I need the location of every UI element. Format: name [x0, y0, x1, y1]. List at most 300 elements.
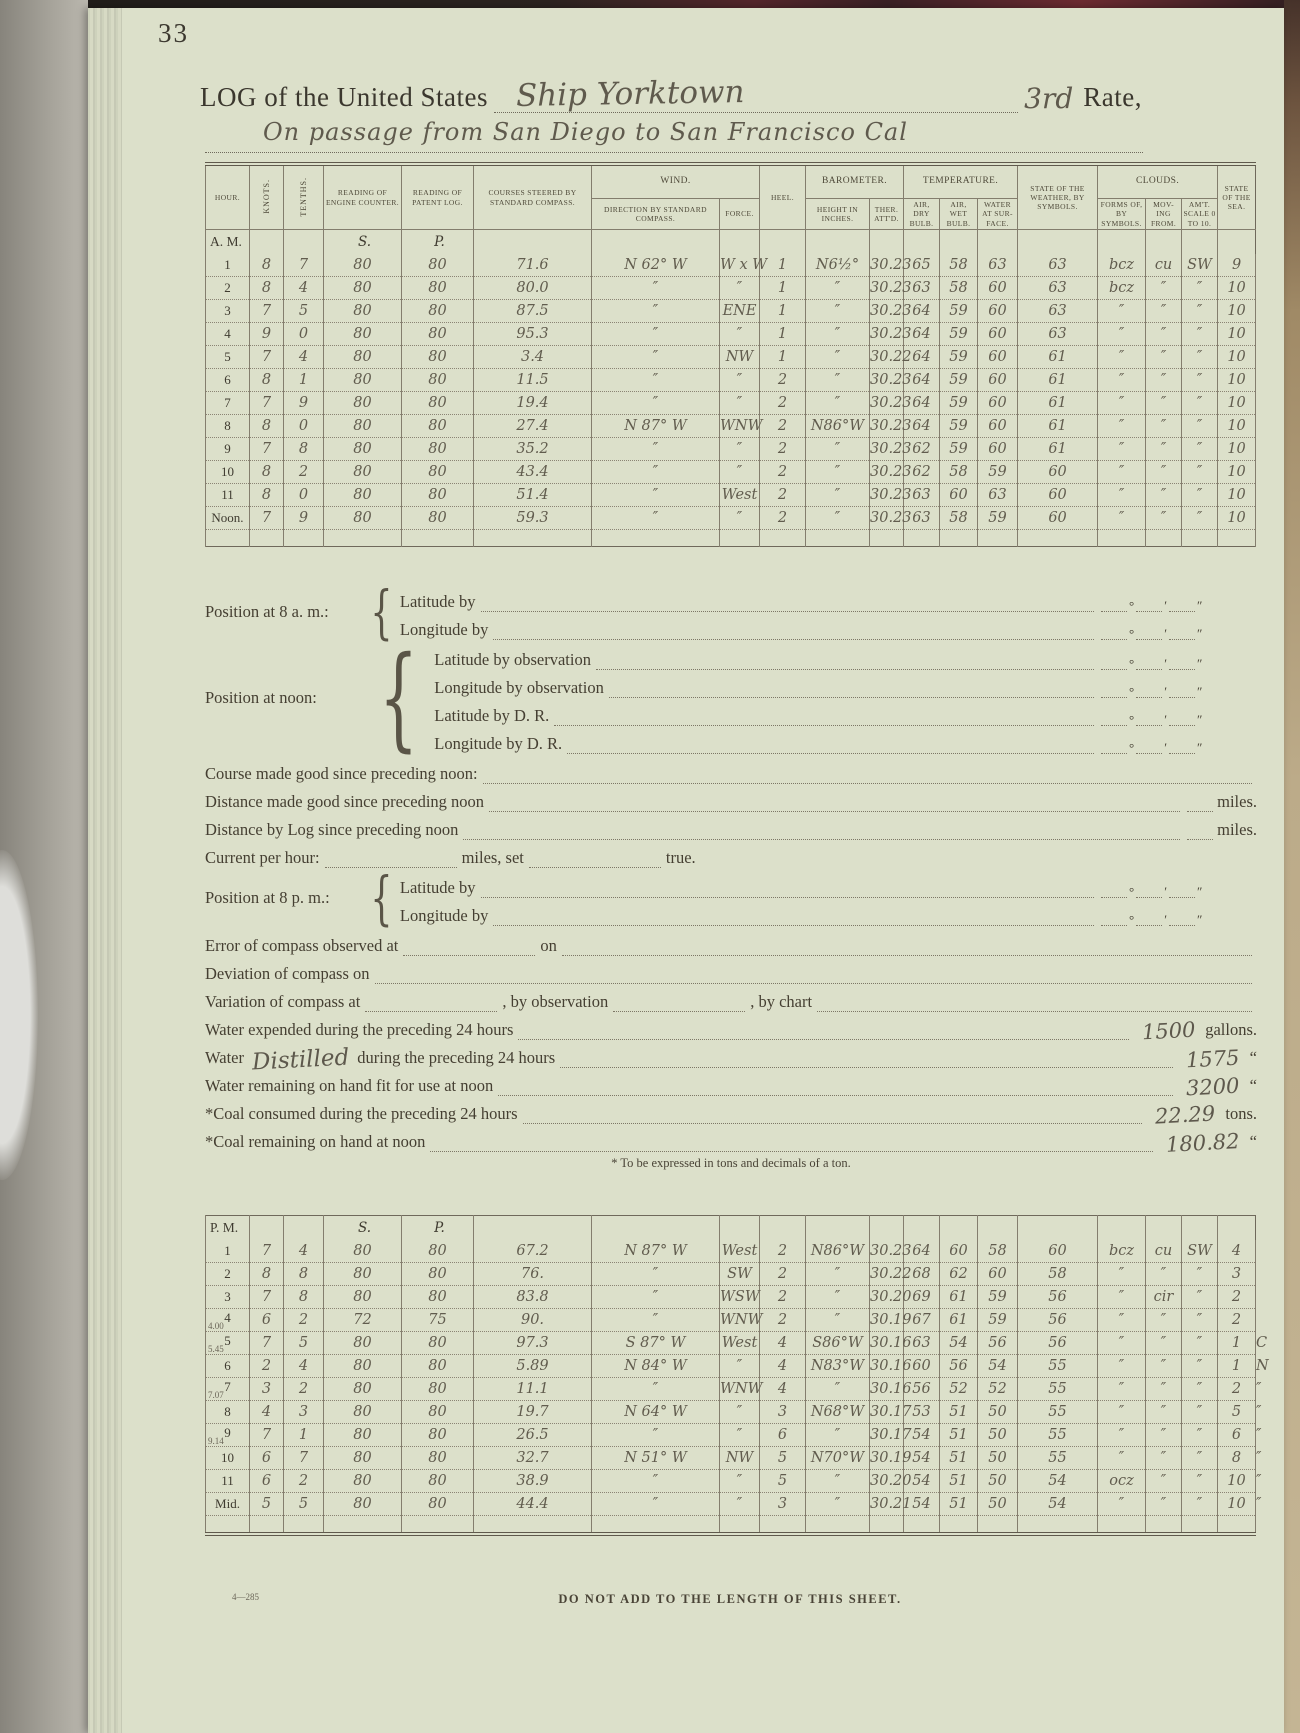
cell-dir: WNW	[720, 1378, 760, 1401]
min-symbol: ′	[1164, 884, 1168, 899]
cell-tenths: 9	[284, 507, 324, 530]
ditto-unit: “	[1249, 1076, 1257, 1095]
cell-log: 83.8	[474, 1286, 592, 1309]
cell-bar: 30.19	[870, 1447, 904, 1470]
cell-dry: 54	[940, 1332, 978, 1355]
cell-dir: NW	[720, 1447, 760, 1470]
log-row	[206, 323, 1256, 346]
sec-symbol: ″	[1197, 884, 1203, 899]
water-distilled-row	[205, 1040, 1257, 1076]
hour-label: 6	[224, 372, 231, 388]
cell-bar: 30.23	[870, 415, 904, 438]
cell-heel: ″	[806, 346, 870, 369]
cell-patent: 80	[402, 1378, 474, 1401]
col-heel: HEEL.	[760, 164, 806, 230]
cell-forms: ″	[1146, 484, 1182, 507]
deg-symbol: °	[1129, 684, 1135, 699]
cell-amt: 6	[1218, 1424, 1256, 1447]
cell-hour	[206, 1470, 250, 1493]
spacer-row	[206, 1516, 1256, 1535]
deg-min-sec	[1099, 884, 1257, 898]
cell-course: ″	[592, 1263, 720, 1286]
cell-bar: 30.16	[870, 1332, 904, 1355]
log-row	[206, 1470, 1256, 1493]
cell-mov: ″	[1182, 323, 1218, 346]
cell-dir: NW	[720, 346, 760, 369]
cell-force: 4	[760, 1332, 806, 1355]
cell-bar: 30.23	[870, 323, 904, 346]
dotted-leader	[613, 1005, 745, 1012]
min-symbol: ′	[1164, 656, 1168, 671]
cell-dry: 58	[940, 254, 978, 277]
hour-label: 8	[224, 418, 231, 434]
cell-bar: 30.23	[870, 438, 904, 461]
hour-label: 2	[224, 1266, 231, 1281]
spacer-cell	[1018, 1516, 1098, 1535]
hour-label: 5	[224, 349, 231, 365]
distance-made-good-row	[205, 784, 1257, 812]
position-8pm-group	[205, 863, 1257, 932]
deg-min-sec	[1099, 912, 1257, 926]
spacer-cell	[720, 1516, 760, 1535]
cell-mov: ″	[1182, 369, 1218, 392]
cell-heel: ″	[806, 1309, 870, 1332]
cell-engine: 80	[324, 1240, 402, 1263]
cell-wet: 50	[978, 1424, 1018, 1447]
dotted-leader	[1136, 605, 1162, 612]
dotted-leader	[1101, 719, 1127, 726]
cell-knots: 7	[250, 438, 284, 461]
cell-heel: ″	[806, 1378, 870, 1401]
position-noon-label: Position at noon:	[205, 688, 317, 707]
miles-unit: miles.	[1217, 820, 1257, 839]
cell-hour	[206, 1355, 250, 1378]
dotted-leader	[1169, 663, 1195, 670]
position-8pm-label: Position at 8 p. m.:	[205, 888, 330, 907]
cell-ther: 64	[904, 369, 940, 392]
cell-dir: W x W	[720, 254, 760, 277]
cell-patent: 80	[402, 369, 474, 392]
cell-bar: 30.23	[870, 1240, 904, 1263]
cell-heel: ″	[806, 323, 870, 346]
dotted-leader	[481, 605, 1094, 612]
lat-dr-label: Latitude by D. R.	[434, 706, 550, 725]
cell-course: ″	[592, 369, 720, 392]
cell-water: 56	[1018, 1286, 1098, 1309]
cell-water: 60	[1018, 484, 1098, 507]
cell-course: ″	[592, 438, 720, 461]
cell-patent: 80	[402, 323, 474, 346]
water-remaining-value: 3200	[1185, 1073, 1241, 1101]
cell-wet: 60	[978, 438, 1018, 461]
coal-consumed-label: *Coal consumed during the preceding 24 hours	[205, 1104, 518, 1123]
cell-patent: 80	[402, 1493, 474, 1516]
cell-engine: 80	[324, 438, 402, 461]
cell-heel: ″	[806, 1470, 870, 1493]
cell-dir: ENE	[720, 300, 760, 323]
cell-log: 80.0	[474, 277, 592, 300]
dotted-leader	[1101, 919, 1127, 926]
hour-label: Noon.	[211, 510, 244, 526]
cell-amt: 2	[1218, 1309, 1256, 1332]
cell-mov: ″	[1182, 1309, 1218, 1332]
col-cloud-moving: MOV- ING FROM.	[1146, 199, 1182, 230]
cell-bar: 30.23	[870, 392, 904, 415]
spacer-cell	[1098, 1516, 1146, 1535]
am-section-label: A. M.	[206, 230, 250, 255]
cell-engine: 80	[324, 1355, 402, 1378]
cell-knots: 7	[250, 392, 284, 415]
cell-hour	[206, 1286, 250, 1309]
cell-dry: 51	[940, 1493, 978, 1516]
cell-patent: 80	[402, 1240, 474, 1263]
cell-hour	[206, 1332, 250, 1355]
cell-tenths: 1	[284, 1424, 324, 1447]
cell-knots: 7	[250, 346, 284, 369]
distilled-handwritten: Distilled	[251, 1044, 350, 1076]
cell-hour	[206, 1309, 250, 1332]
cell-dry: 51	[940, 1447, 978, 1470]
hour-label: 4	[224, 326, 231, 342]
cell-log: 32.7	[474, 1447, 592, 1470]
log-row	[206, 415, 1256, 438]
cell-amt: 3	[1218, 1263, 1256, 1286]
cell-wet: 60	[978, 415, 1018, 438]
cell-log: 19.7	[474, 1401, 592, 1424]
spacer-cell	[284, 530, 324, 547]
cell-weather: ocz	[1098, 1470, 1146, 1493]
deg-symbol: °	[1129, 626, 1135, 641]
sec-symbol: ″	[1197, 684, 1203, 699]
passage-handwritten: On passage from San Diego to San Francisco Cal	[263, 118, 908, 146]
log-row	[206, 1332, 1256, 1355]
cell-hour	[206, 1424, 250, 1447]
log-row	[206, 392, 1256, 415]
current-per-hour-row	[205, 840, 1257, 868]
cell-amt: 10	[1218, 438, 1256, 461]
cell-course: ″	[592, 323, 720, 346]
cell-dry: 61	[940, 1286, 978, 1309]
cell-log: 67.2	[474, 1240, 592, 1263]
spacer-cell	[206, 530, 250, 547]
cell-weather: ″	[1098, 1286, 1146, 1309]
spacer-cell	[324, 1516, 402, 1535]
cell-weather: ″	[1098, 1378, 1146, 1401]
cell-heel: ″	[806, 484, 870, 507]
cell-dir: SW	[720, 1263, 760, 1286]
water-expended-label: Water expended during the preceding 24 hours	[205, 1020, 514, 1039]
hour-label: Mid.	[215, 1496, 240, 1511]
cell-dir: ″	[720, 369, 760, 392]
min-symbol: ′	[1164, 712, 1168, 727]
cell-forms: ″	[1146, 1424, 1182, 1447]
cell-heel: ″	[806, 369, 870, 392]
water-expended-row	[205, 1012, 1257, 1045]
cell-dry: 51	[940, 1470, 978, 1493]
cell-log: 11.1	[474, 1378, 592, 1401]
lon-dr-label: Longitude by D. R.	[434, 734, 563, 753]
cell-knots: 8	[250, 369, 284, 392]
cell-water: 63	[1018, 323, 1098, 346]
deg-min-sec	[1099, 684, 1257, 698]
spacer-cell	[978, 1516, 1018, 1535]
cell-engine: 80	[324, 1378, 402, 1401]
cell-hour	[206, 1240, 250, 1263]
log-row	[206, 507, 1256, 530]
cell-amt: 4	[1218, 1240, 1256, 1263]
cell-course: ″	[592, 392, 720, 415]
cell-force: 2	[760, 438, 806, 461]
noon-observations-form	[205, 577, 1257, 1171]
variation-compass-row	[205, 984, 1257, 1012]
cell-mov: ″	[1182, 1263, 1218, 1286]
cell-tenths: 4	[284, 277, 324, 300]
col-tenths: TENTHS.	[284, 164, 324, 230]
cell-wet: 56	[978, 1332, 1018, 1355]
cell-knots: 8	[250, 415, 284, 438]
cell-tenths: 4	[284, 1240, 324, 1263]
cell-bar: 30.17	[870, 1424, 904, 1447]
hour-label: 2	[224, 280, 231, 296]
cell-force: 2	[760, 1263, 806, 1286]
variation-label: Variation of compass at	[205, 992, 361, 1011]
error-compass-label: Error of compass observed at	[205, 936, 399, 955]
col-engine-counter: READING OF ENGINE COUNTER.	[324, 164, 402, 230]
lat-by-label: Latitude by	[399, 878, 476, 897]
cell-bar: 30.23	[870, 369, 904, 392]
cell-ther: 64	[904, 415, 940, 438]
cell-ther: 68	[904, 1263, 940, 1286]
cell-amt: 9	[1218, 254, 1256, 277]
cell-tenths: 2	[284, 1378, 324, 1401]
cell-hour	[206, 507, 250, 530]
log-row	[206, 300, 1256, 323]
col-water-surface: WATER AT SUR- FACE.	[978, 199, 1018, 230]
log-row	[206, 484, 1256, 507]
cell-dry: 58	[940, 461, 978, 484]
page-left-edge-texture	[88, 8, 122, 1733]
cell-course: ″	[592, 507, 720, 530]
col-group-barometer: BAROMETER.	[806, 164, 904, 199]
dotted-leader	[463, 833, 1180, 840]
spacer-row	[206, 530, 1256, 547]
cell-hour	[206, 1493, 250, 1516]
water-label: Water	[205, 1048, 244, 1067]
spacer-cell	[1146, 530, 1182, 547]
hour-label: 11	[221, 1473, 234, 1488]
cell-log: 38.9	[474, 1470, 592, 1493]
cell-tenths: 3	[284, 1401, 324, 1424]
cell-dir: WNW	[720, 415, 760, 438]
book-right-edge	[1284, 0, 1300, 1733]
pm-section-row	[206, 1216, 1256, 1241]
dotted-leader	[1101, 891, 1127, 898]
dotted-leader	[1169, 691, 1195, 698]
cell-forms: ″	[1146, 300, 1182, 323]
col-bar-height: HEIGHT IN INCHES.	[806, 199, 870, 230]
spacer-cell	[904, 530, 940, 547]
cell-ther: 56	[904, 1378, 940, 1401]
cell-weather: ″	[1098, 438, 1146, 461]
col-wind-force: FORCE.	[720, 199, 760, 230]
cell-tenths: 8	[284, 1286, 324, 1309]
cell-knots: 6	[250, 1470, 284, 1493]
tons-footnote: * To be expressed in tons and decimals of a ton.	[611, 1156, 851, 1170]
cell-log: 26.5	[474, 1424, 592, 1447]
cell-weather: ″	[1098, 415, 1146, 438]
title-printed-prefix: LOG of the United States	[200, 82, 488, 112]
cell-wet: 60	[978, 346, 1018, 369]
log-row	[206, 1355, 1256, 1378]
cell-tenths: 1	[284, 369, 324, 392]
cell-water: 55	[1018, 1378, 1098, 1401]
dotted-leader	[562, 949, 1252, 956]
cell-heel: N83°W	[806, 1355, 870, 1378]
cell-log: 3.4	[474, 346, 592, 369]
col-state-of-sea: STATE OF THE SEA.	[1218, 164, 1256, 230]
cell-course: ″	[592, 346, 720, 369]
cell-knots: 3	[250, 1378, 284, 1401]
cell-forms: cu	[1146, 1240, 1182, 1263]
cell-hour	[206, 438, 250, 461]
cell-heel: ″	[806, 300, 870, 323]
cell-ther: 67	[904, 1309, 940, 1332]
cell-engine: 80	[324, 1447, 402, 1470]
hour-time-note: 4.00	[208, 1320, 224, 1331]
cell-weather: ″	[1098, 392, 1146, 415]
cell-course: ″	[592, 277, 720, 300]
cell-wet: 50	[978, 1401, 1018, 1424]
cell-bar: 30.19	[870, 1309, 904, 1332]
cell-hour	[206, 392, 250, 415]
cell-force: 5	[760, 1470, 806, 1493]
cell-weather: ″	[1098, 1355, 1146, 1378]
cell-amt: 10	[1218, 1493, 1256, 1516]
cell-weather: ″	[1098, 507, 1146, 530]
cell-amt: 10	[1218, 346, 1256, 369]
cell-water: 61	[1018, 369, 1098, 392]
cell-tenths: 4	[284, 346, 324, 369]
spacer-cell	[720, 530, 760, 547]
cell-course: ″	[592, 1493, 720, 1516]
spacer-cell	[592, 1516, 720, 1535]
cell-wet: 60	[978, 392, 1018, 415]
cell-ther: 64	[904, 323, 940, 346]
cell-force: 4	[760, 1378, 806, 1401]
cell-course: ″	[592, 1470, 720, 1493]
hour-time-note: 5.45	[208, 1343, 224, 1354]
cell-bar: 30.23	[870, 461, 904, 484]
cell-patent: 80	[402, 1447, 474, 1470]
cell-mov: ″	[1182, 1493, 1218, 1516]
cell-weather: ″	[1098, 1424, 1146, 1447]
cell-heel: ″	[806, 1424, 870, 1447]
cell-mov: SW	[1182, 254, 1218, 277]
cell-force: 2	[760, 415, 806, 438]
cell-force: 1	[760, 277, 806, 300]
cell-patent: 80	[402, 1470, 474, 1493]
cell-hour	[206, 415, 250, 438]
cell-weather: ″	[1098, 1447, 1146, 1470]
dotted-leader	[529, 861, 661, 868]
log-row	[206, 1378, 1256, 1401]
spacer-cell	[870, 1516, 904, 1535]
cell-mov: ″	[1182, 1286, 1218, 1309]
cell-patent: 80	[402, 1263, 474, 1286]
sec-symbol: ″	[1197, 740, 1203, 755]
cell-water: 55	[1018, 1355, 1098, 1378]
cell-amt: 10	[1218, 484, 1256, 507]
cell-mov: ″	[1182, 1378, 1218, 1401]
cell-mov: SW	[1182, 1240, 1218, 1263]
cell-ther: 54	[904, 1447, 940, 1470]
dotted-leader	[1136, 891, 1162, 898]
cell-mov: ″	[1182, 484, 1218, 507]
cell-log: 90.	[474, 1309, 592, 1332]
deg-symbol: °	[1129, 884, 1135, 899]
log-row	[206, 277, 1256, 300]
cell-water: 61	[1018, 415, 1098, 438]
cell-course: ″	[592, 461, 720, 484]
spacer-cell	[284, 1516, 324, 1535]
cell-course: ″	[592, 300, 720, 323]
cell-heel: N86°W	[806, 415, 870, 438]
cell-tenths: 0	[284, 484, 324, 507]
cell-tenths: 5	[284, 300, 324, 323]
cell-heel: ″	[806, 1286, 870, 1309]
col-cloud-amount: AM'T. SCALE 0 TO 10.	[1183, 200, 1216, 228]
cell-hour	[206, 254, 250, 277]
position-8am-label: Position at 8 a. m.:	[205, 602, 329, 621]
spacer-cell	[206, 1516, 250, 1535]
cell-ther: 53	[904, 1401, 940, 1424]
dotted-leader	[1169, 891, 1195, 898]
cell-dry: 59	[940, 369, 978, 392]
cell-tenths: 8	[284, 1263, 324, 1286]
cell-ther: 60	[904, 1355, 940, 1378]
cell-dir: ″	[720, 277, 760, 300]
hour-label: 6	[224, 1358, 231, 1373]
log-row	[206, 1401, 1256, 1424]
cell-ther: 64	[904, 1240, 940, 1263]
deg-min-sec	[1099, 598, 1257, 612]
min-symbol: ′	[1164, 912, 1168, 927]
cell-knots: 6	[250, 1447, 284, 1470]
cell-tenths: 7	[284, 1447, 324, 1470]
cell-amt: 10	[1218, 323, 1256, 346]
water-remaining-row	[205, 1068, 1257, 1101]
cell-mov: ″	[1182, 1332, 1218, 1355]
cell-dir: ″	[720, 1401, 760, 1424]
cell-force: 6	[760, 1424, 806, 1447]
col-courses-steered: COURSES STEERED BY STANDARD COMPASS.	[474, 164, 592, 230]
cell-water: 63	[1018, 300, 1098, 323]
cell-course: N 51° W	[592, 1447, 720, 1470]
cell-ther: 63	[904, 1332, 940, 1355]
dotted-leader	[489, 805, 1180, 812]
cell-force: 2	[760, 484, 806, 507]
cell-water: 55	[1018, 1424, 1098, 1447]
distance-by-log-row	[205, 812, 1257, 840]
cell-amt: 8	[1218, 1447, 1256, 1470]
cell-force: 1	[760, 300, 806, 323]
cell-wet: 50	[978, 1470, 1018, 1493]
log-row	[206, 1309, 1256, 1332]
cell-patent: 80	[402, 300, 474, 323]
cell-amt: 10	[1218, 461, 1256, 484]
cell-weather: ″	[1098, 369, 1146, 392]
cell-force: 3	[760, 1493, 806, 1516]
